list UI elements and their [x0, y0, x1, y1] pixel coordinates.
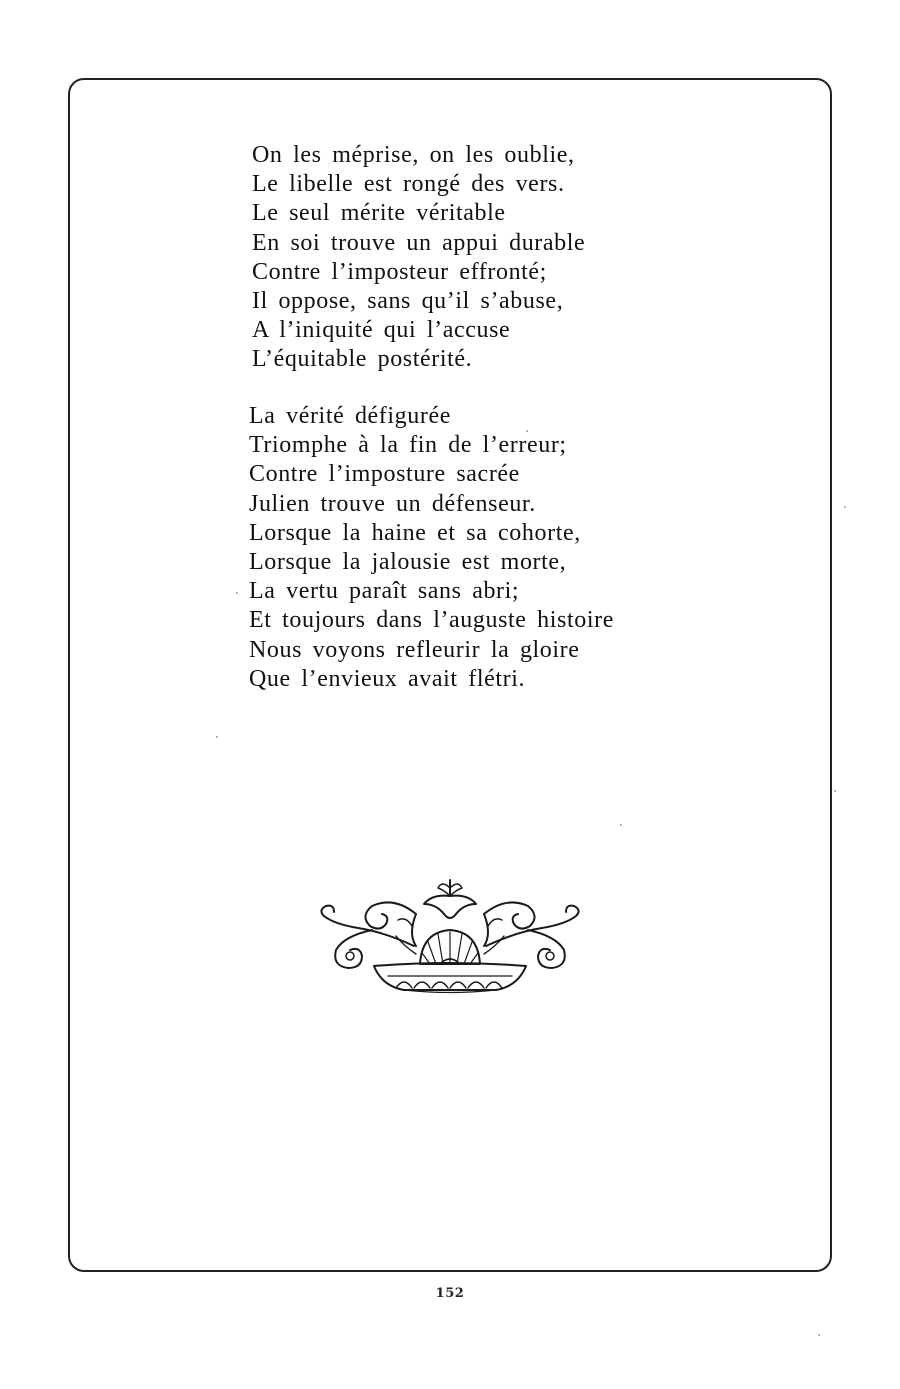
- verse-line: Lorsque la jalousie est morte,: [249, 549, 567, 576]
- verse-line: La vérité défigurée: [249, 403, 451, 429]
- print-speck: [526, 430, 528, 432]
- verse-line: A l’iniquité qui l’accuse: [252, 317, 511, 344]
- print-speck: [844, 506, 846, 508]
- print-speck: [620, 824, 622, 826]
- poem-stanza-1: [252, 141, 585, 375]
- verse-line: Le libelle est rongé des vers.: [252, 171, 565, 198]
- verse-line: Il oppose, sans qu’il s’abuse,: [252, 288, 564, 315]
- verse-line: Le seul mérite véritable: [252, 200, 506, 227]
- verse-line: Nous voyons refleurir la gloire: [249, 636, 580, 663]
- verse-line: Et toujours dans l’auguste histoire: [249, 607, 614, 634]
- verse-line: La vertu paraît sans abri;: [249, 578, 520, 605]
- print-speck: [834, 790, 836, 792]
- print-speck: [216, 736, 218, 738]
- verse-line: Contre l’imposteur effronté;: [252, 258, 547, 285]
- verse-line: On les méprise, on les oublie,: [252, 142, 575, 168]
- poem-stanza-2: [249, 402, 614, 694]
- verse-line: Contre l’imposture sacrée: [249, 461, 520, 488]
- verse-line: L’équitable postérité.: [252, 346, 473, 373]
- verse-line: En soi trouve un appui durable: [252, 229, 586, 256]
- verse-line: Que l’envieux avait flétri.: [249, 665, 526, 692]
- page-number: 152: [435, 1286, 465, 1301]
- print-speck: [818, 1334, 820, 1336]
- verse-line: Lorsque la haine et sa cohorte,: [249, 519, 581, 546]
- verse-line: Julien trouve un défenseur.: [249, 490, 536, 517]
- scroll-basket-shell-ornament-icon: [312, 874, 588, 998]
- print-speck: [236, 592, 238, 594]
- verse-line: Triomphe à la fin de l’erreur;: [249, 432, 567, 459]
